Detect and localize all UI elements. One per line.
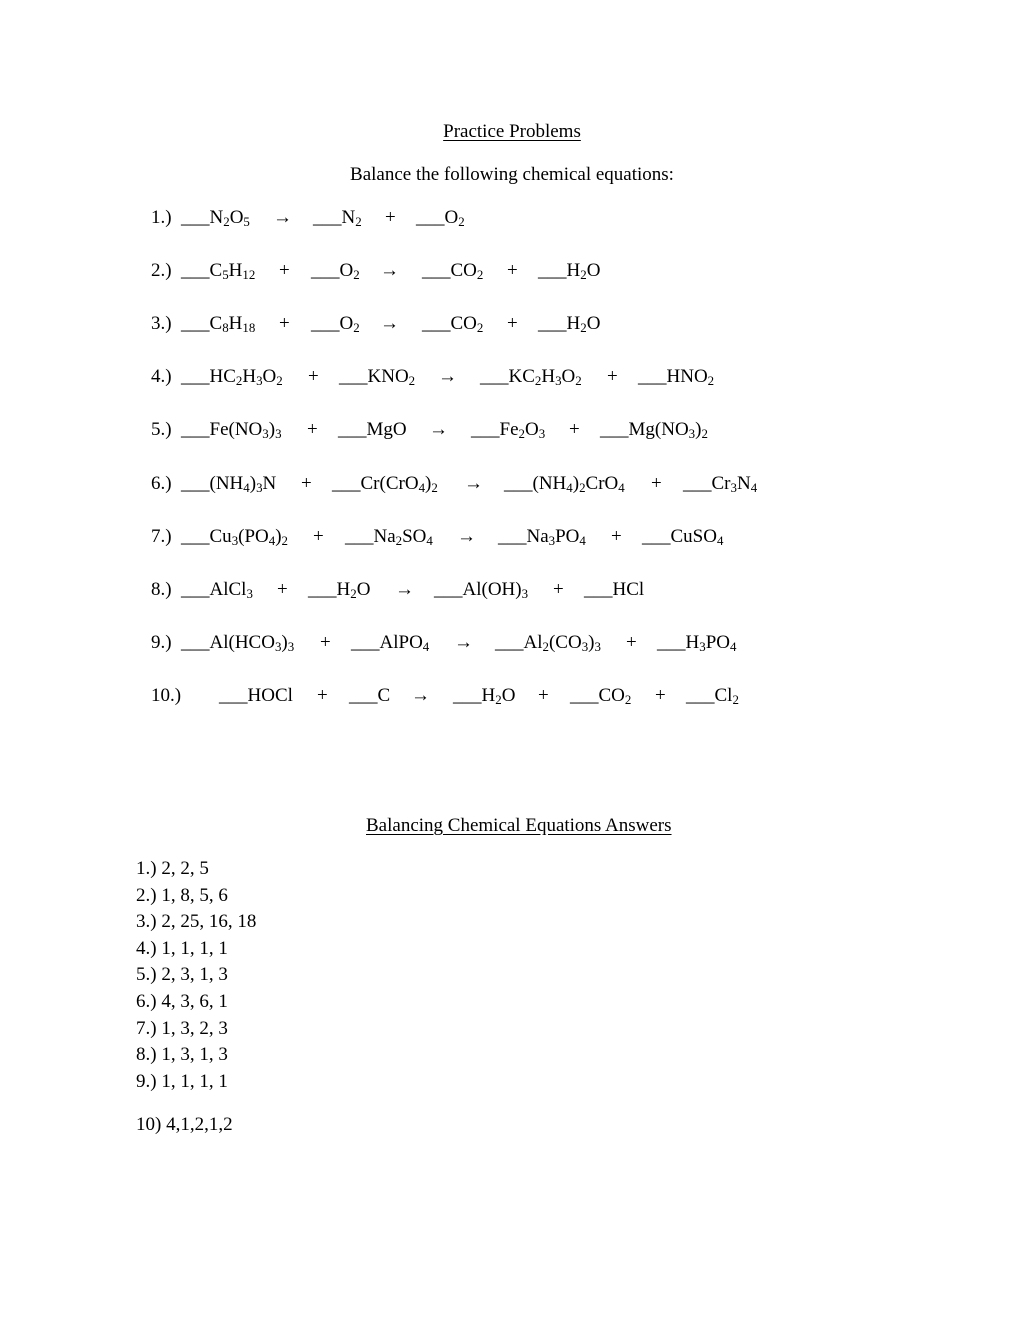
answer-item: 8.) 1, 3, 1, 3: [136, 1044, 228, 1066]
reactant-term: $\_\_\_KNO_2$: [339, 366, 416, 389]
answer-item: 4.) 1, 1, 1, 1: [136, 937, 228, 959]
plus-sign: +: [553, 579, 564, 600]
instructions: Balance the following chemical equations:: [350, 164, 674, 185]
equation-number: 10.): [151, 685, 182, 706]
reactant-term: ___MgO: [338, 419, 407, 440]
plus-sign: +: [538, 685, 549, 706]
reactant-term: ___HOCl: [219, 685, 293, 706]
reaction-arrow: →: [395, 579, 414, 600]
equation-number: 2.): [151, 260, 172, 281]
page-title: Practice Problems: [443, 121, 581, 142]
plus-sign: +: [277, 579, 288, 600]
product-term: ___HCl: [584, 579, 645, 600]
equation-number: 1.): [151, 207, 172, 228]
product-term: ___CuSO$_4$: [642, 526, 724, 549]
answer-item: 6.) 4, 3, 6, 1: [136, 991, 228, 1012]
plus-sign: +: [607, 366, 618, 387]
reaction-arrow: →: [429, 419, 448, 440]
product-term: $\_\_\_KC_2H_3O_2$: [480, 366, 582, 389]
answer-item: 3.) 2, 25, 16, 18: [136, 911, 257, 933]
equation-number: 4.): [151, 366, 172, 387]
product-term: $\_\_\_H_2O$: [538, 260, 601, 283]
reactant-term: $\_\_\_(NH_4)_3N$: [181, 473, 277, 496]
plus-sign: +: [307, 419, 318, 440]
plus-sign: +: [385, 207, 396, 228]
plus-sign: +: [279, 313, 290, 334]
reaction-arrow: →: [438, 366, 457, 387]
plus-sign: +: [279, 260, 290, 281]
plus-sign: +: [569, 419, 580, 440]
product-term: $\_\_\_Al_2(CO_3)_3$: [495, 632, 601, 655]
answers-title: Balancing Chemical Equations Answers: [366, 815, 672, 836]
plus-sign: +: [320, 632, 331, 653]
plus-sign: +: [651, 473, 662, 494]
product-term: $\_\_\_H_2O$: [538, 313, 601, 336]
answer-item: 5.) 2, 3, 1, 3: [136, 964, 228, 986]
product-term: $\_\_\_CO_2$: [422, 313, 484, 336]
reactant-term: $\_\_\_HC_2H_3O_2$: [181, 366, 283, 389]
plus-sign: +: [655, 685, 666, 706]
answer-item: 1.) 2, 2, 5: [136, 858, 209, 879]
product-term: $\_\_\_Al(OH)_3$: [434, 579, 529, 602]
answer-item: 7.) 1, 3, 2, 3: [136, 1017, 228, 1039]
reactant-term: $\_\_\_C_8H_{18}$: [181, 313, 256, 336]
equation-number: 6.): [151, 473, 172, 494]
product-term: $\_\_\_H_2O$: [453, 685, 516, 708]
product-term: $\_\_\_Na_3PO_4$: [498, 526, 586, 549]
equation-number: 7.): [151, 526, 172, 547]
answer-item: 2.) 1, 8, 5, 6: [136, 884, 228, 906]
reactant-term: $\_\_\_O_2$: [311, 260, 360, 283]
plus-sign: +: [507, 260, 518, 281]
plus-sign: +: [301, 473, 312, 494]
product-term: $\_\_\_O_2$: [416, 207, 465, 230]
equation-number: 5.): [151, 419, 172, 440]
reactant-term: $\_\_\_Na_2SO_4$: [345, 526, 433, 549]
product-term: $\_\_\_Fe_2O_3$: [471, 419, 546, 442]
product-term: $\_\_\_N_2$: [313, 207, 362, 230]
reaction-arrow: →: [273, 207, 292, 228]
reaction-arrow: →: [380, 313, 399, 334]
plus-sign: +: [507, 313, 518, 334]
product-term: $\_\_\_(NH_4)_2CrO_4$: [504, 473, 625, 496]
product-term: $\_\_\_Mg(NO_3)_2$: [600, 419, 708, 442]
product-term: $\_\_\_H_3PO_4$: [657, 632, 737, 655]
reactant-term: $\_\_\_Al(HCO_3)_3$: [181, 632, 295, 655]
plus-sign: +: [611, 526, 622, 547]
product-term: $\_\_\_Cr_3N_4$: [683, 473, 758, 496]
reactant-term: $\_\_\_Fe(NO_3)_3$: [181, 419, 282, 442]
reaction-arrow: →: [380, 260, 399, 281]
reactant-term: ___AlCl$_3$: [181, 579, 253, 602]
reactant-term: $\_\_\_N_2O_5$: [181, 207, 250, 230]
product-term: $\_\_\_CO_2$: [570, 685, 632, 708]
reactant-term: $\_\_\_C_5H_{12}$: [181, 260, 256, 283]
reaction-arrow: →: [454, 632, 473, 653]
reaction-arrow: →: [464, 473, 483, 494]
answer-item-10: 10) 4,1,2,1,2: [136, 1114, 233, 1135]
plus-sign: +: [313, 526, 324, 547]
reactant-term: $\_\_\_O_2$: [311, 313, 360, 336]
reactant-term: $\_\_\_H_2O$: [308, 579, 371, 602]
reaction-arrow: →: [457, 526, 476, 547]
reactant-term: ___AlPO$_4$: [351, 632, 430, 655]
plus-sign: +: [626, 632, 637, 653]
equation-number: 3.): [151, 313, 172, 334]
product-term: $\_\_\_HNO_2$: [638, 366, 715, 389]
product-term: $\_\_\_CO_2$: [422, 260, 484, 283]
equation-number: 9.): [151, 632, 172, 653]
reactant-term: $\_\_\_Cu_3(PO_4)_2$: [181, 526, 288, 549]
answer-item: 9.) 1, 1, 1, 1: [136, 1070, 228, 1092]
plus-sign: +: [317, 685, 328, 706]
product-term: $\_\_\_Cl_2$: [686, 685, 739, 708]
reaction-arrow: →: [411, 685, 430, 706]
reactant-term: $\_\_\_Cr(CrO_4)_2$: [332, 473, 438, 496]
reactant-term: ___C: [349, 685, 391, 706]
equation-number: 8.): [151, 579, 172, 600]
plus-sign: +: [308, 366, 319, 387]
